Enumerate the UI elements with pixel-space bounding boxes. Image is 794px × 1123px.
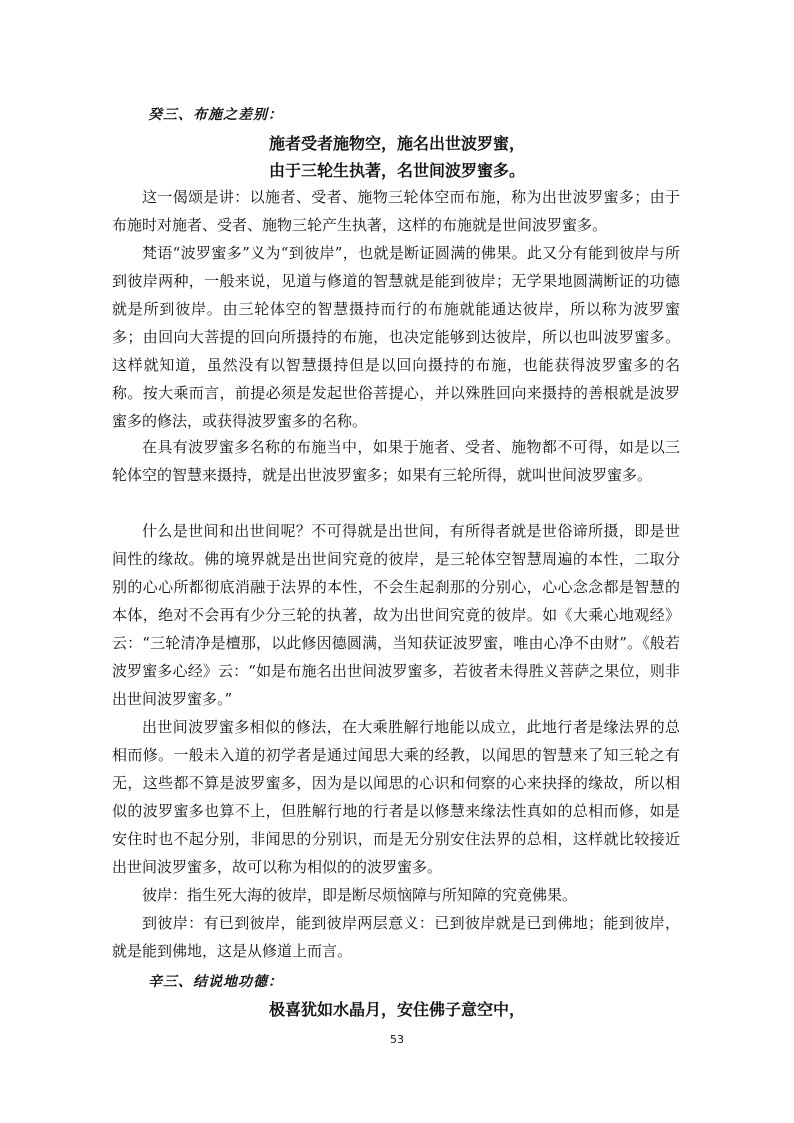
paragraph: 出世间波罗蜜多相似的修法，在大乘胜解行地能以成立，此地行者是缘法界的总相而修。一般未入道的初学者是通过闻思大乘的经教，以闻思的智慧来了知三轮之有无，这些都不算是波罗蜜多，因为是以闻思的心识和伺察的心来抉择的缘故，所以相似的波罗蜜多也算不上，但胜解行地的行者是以修慧来缘法性真如的总相而修，如是安住时也不起分别，非闻思的分别识，而是无分别安住法界的总相，这样就比较接近出世间波罗蜜多，故可以称为相似的的波罗蜜多。: [112, 718, 680, 876]
paragraph: 到彼岸：有已到彼岸，能到彼岸两层意义：已到彼岸就是已到佛地；能到彼岸，就是能到佛地，这是从修道上而言。: [112, 914, 680, 960]
paragraph: 什么是世间和出世间呢？不可得就是出世间，有所得者就是世俗谛所摄，即是世间性的缘故。佛的境界就是出世间究竟的彼岸，是三轮体空智慧周遍的本性，二取分别的心心所都彻底消融于法界的本性，不会生起刹那的分别心，心心念念都是智慧的本体，绝对不会再有少分三轮的执著，故为出世间究竟的彼岸。如《大乘心地观经》云：“三轮清净是檀那，以此修因德圆满，当知获证波罗蜜，唯由心净不由财”。《般若波罗蜜多心经》云：“如是布施名出世间波罗蜜多，若彼者未得胜义菩萨之果位，则非出世间波罗蜜多。”: [112, 522, 680, 708]
page-number: 53: [390, 1033, 404, 1046]
paragraph: 彼岸：指生死大海的彼岸，即是断尽烦恼障与所知障的究竟佛果。: [142, 886, 578, 904]
verse-line: 由于三轮生执著，名世间波罗蜜多。: [268, 161, 525, 180]
verse-line: 极喜犹如水晶月，安住佛子意空中，: [268, 1000, 525, 1019]
paragraph: 这一偈颂是讲：以施者、受者、施物三轮体空而布施，称为出世波罗蜜多；由于布施时对施者、受者、施物三轮产生执著，这样的布施就是世间波罗蜜多。: [112, 188, 680, 234]
section-heading: 辛三、结说地功德：: [148, 974, 283, 990]
section-heading: 癸三、布施之差别：: [148, 107, 283, 123]
paragraph: 在具有波罗蜜多名称的布施当中，如果于施者、受者、施物都不可得，如是以三轮体空的智慧来摄持，就是出世波罗蜜多；如果有三轮所得，就叫世间波罗蜜多。: [112, 438, 680, 484]
paragraph: 梵语“波罗蜜多”义为“到彼岸”，也就是断证圆满的佛果。此又分有能到彼岸与所到彼岸两种，一般来说，见道与修道的智慧就是能到彼岸；无学果地圆满断证的功德就是所到彼岸。由三轮体空的智慧摄持而行的布施就能通达彼岸，所以称为波罗蜜多；由回向大菩提的回向所摄持的布施，也决定能够到达彼岸，所以也叫波罗蜜多。这样就知道，虽然没有以智慧摄持但是以回向摄持的布施，也能获得波罗蜜多的名称。按大乘而言，前提必须是发起世俗菩提心，并以殊胜回向来摄持的善根就是波罗蜜多的修法，或获得波罗蜜多的名称。: [112, 244, 680, 430]
verse-line: 施者受者施物空，施名出世波罗蜜，: [268, 134, 525, 153]
